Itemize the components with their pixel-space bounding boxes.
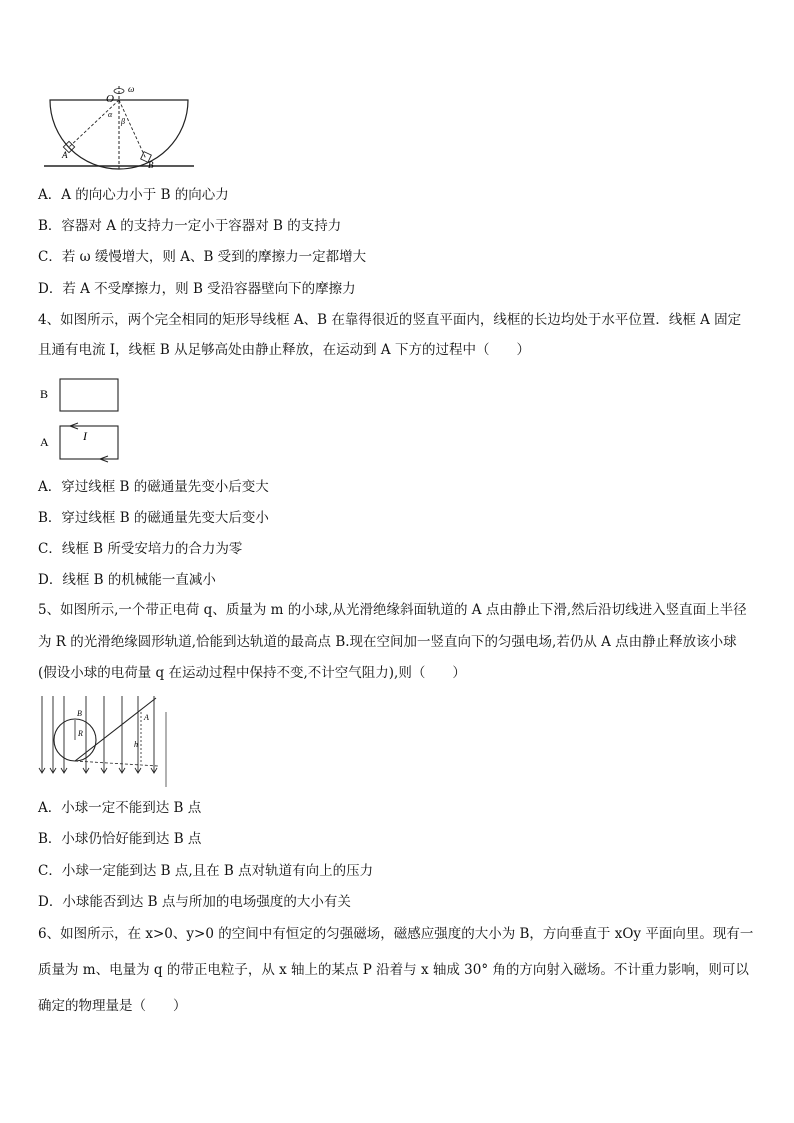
q5-option-c: C．小球一定能到达 B 点,且在 B 点对轨道有向上的压力: [38, 863, 374, 879]
point-b-label: B: [77, 709, 82, 718]
q5-option-a: A．小球一定不能到达 B 点: [38, 800, 202, 816]
q5-option-b: B．小球仍恰好能到达 B 点: [38, 831, 202, 847]
q4-option-b: B．穿过线框 B 的磁通量先变大后变小: [38, 510, 269, 526]
radius-r-label: R: [78, 729, 83, 738]
current-i-label: I: [83, 429, 87, 443]
q3-option-b: B．容器对 A 的支持力一定小于容器对 B 的支持力: [38, 218, 342, 234]
q6-stem-line-2: 质量为 m、电量为 q 的带正电粒子，从 x 轴上的某点 P 沿着与 x 轴成 30° 角的方向射入磁场。不计重力影响，则可以: [38, 962, 749, 978]
q6-stem-line-1: 6、如图所示，在 x>0、y>0 的空间中有恒定的匀强磁场，磁感应强度的大小为 B，方向垂直于 xOy 平面向里。现有一: [38, 926, 754, 942]
label-alpha: α: [108, 110, 113, 119]
label-a: A: [62, 150, 68, 160]
label-omega: ω: [128, 84, 135, 94]
q5-stem-line-1: 5、如图所示,一个带正电荷 q、质量为 m 的小球,从光滑绝缘斜面轨道的 A 点由静止下滑,然后沿切线进入竖直面上半径: [38, 602, 747, 618]
q3-option-a: A．A 的向心力小于 B 的向心力: [38, 187, 229, 203]
q5-option-d: D．小球能否到达 B 点与所加的电场强度的大小有关: [38, 894, 351, 910]
label-b: B: [148, 160, 154, 170]
q4-stem-line-2: 且通有电流 I，线框 B 从足够高处由静止释放，在运动到 A 下方的过程中（ ）: [38, 342, 530, 358]
q4-option-c: C．线框 B 所受安培力的合力为零: [38, 541, 243, 557]
q4-option-d: D．线框 B 的机械能一直减小: [38, 572, 216, 588]
loop-track-figure: [38, 692, 168, 788]
label-o: O: [106, 93, 114, 105]
q3-option-c: C．若 ω 缓慢增大，则 A、B 受到的摩擦力一定都增大: [38, 249, 367, 265]
loop-a-label: A: [40, 435, 49, 449]
q5-stem-line-2: 为 R 的光滑绝缘圆形轨道,恰能到达轨道的最高点 B.现在空间加一竖直向下的匀强电场,若仍从 A 点由静止释放该小球: [38, 634, 737, 650]
loop-b-label: B: [40, 387, 49, 401]
q3-option-d: D．若 A 不受摩擦力，则 B 受沿容器壁向下的摩擦力: [38, 281, 356, 297]
q4-stem-line-1: 4、如图所示，两个完全相同的矩形导线框 A、B 在靠得很近的竖直平面内，线框的长边均处于水平位置．线框 A 固定: [38, 312, 742, 328]
q6-stem-line-3: 确定的物理量是（ ）: [38, 998, 187, 1014]
q4-option-a: A．穿过线框 B 的磁通量先变小后变大: [38, 479, 269, 495]
height-h-label: h: [134, 740, 138, 749]
point-a-label: A: [144, 713, 149, 722]
bowl-figure: [38, 82, 198, 174]
q5-stem-line-3: (假设小球的电荷量 q 在运动过程中保持不变,不计空气阻力),则（ ）: [38, 665, 466, 681]
label-beta: β: [121, 117, 125, 126]
loops-figure: [36, 374, 126, 466]
